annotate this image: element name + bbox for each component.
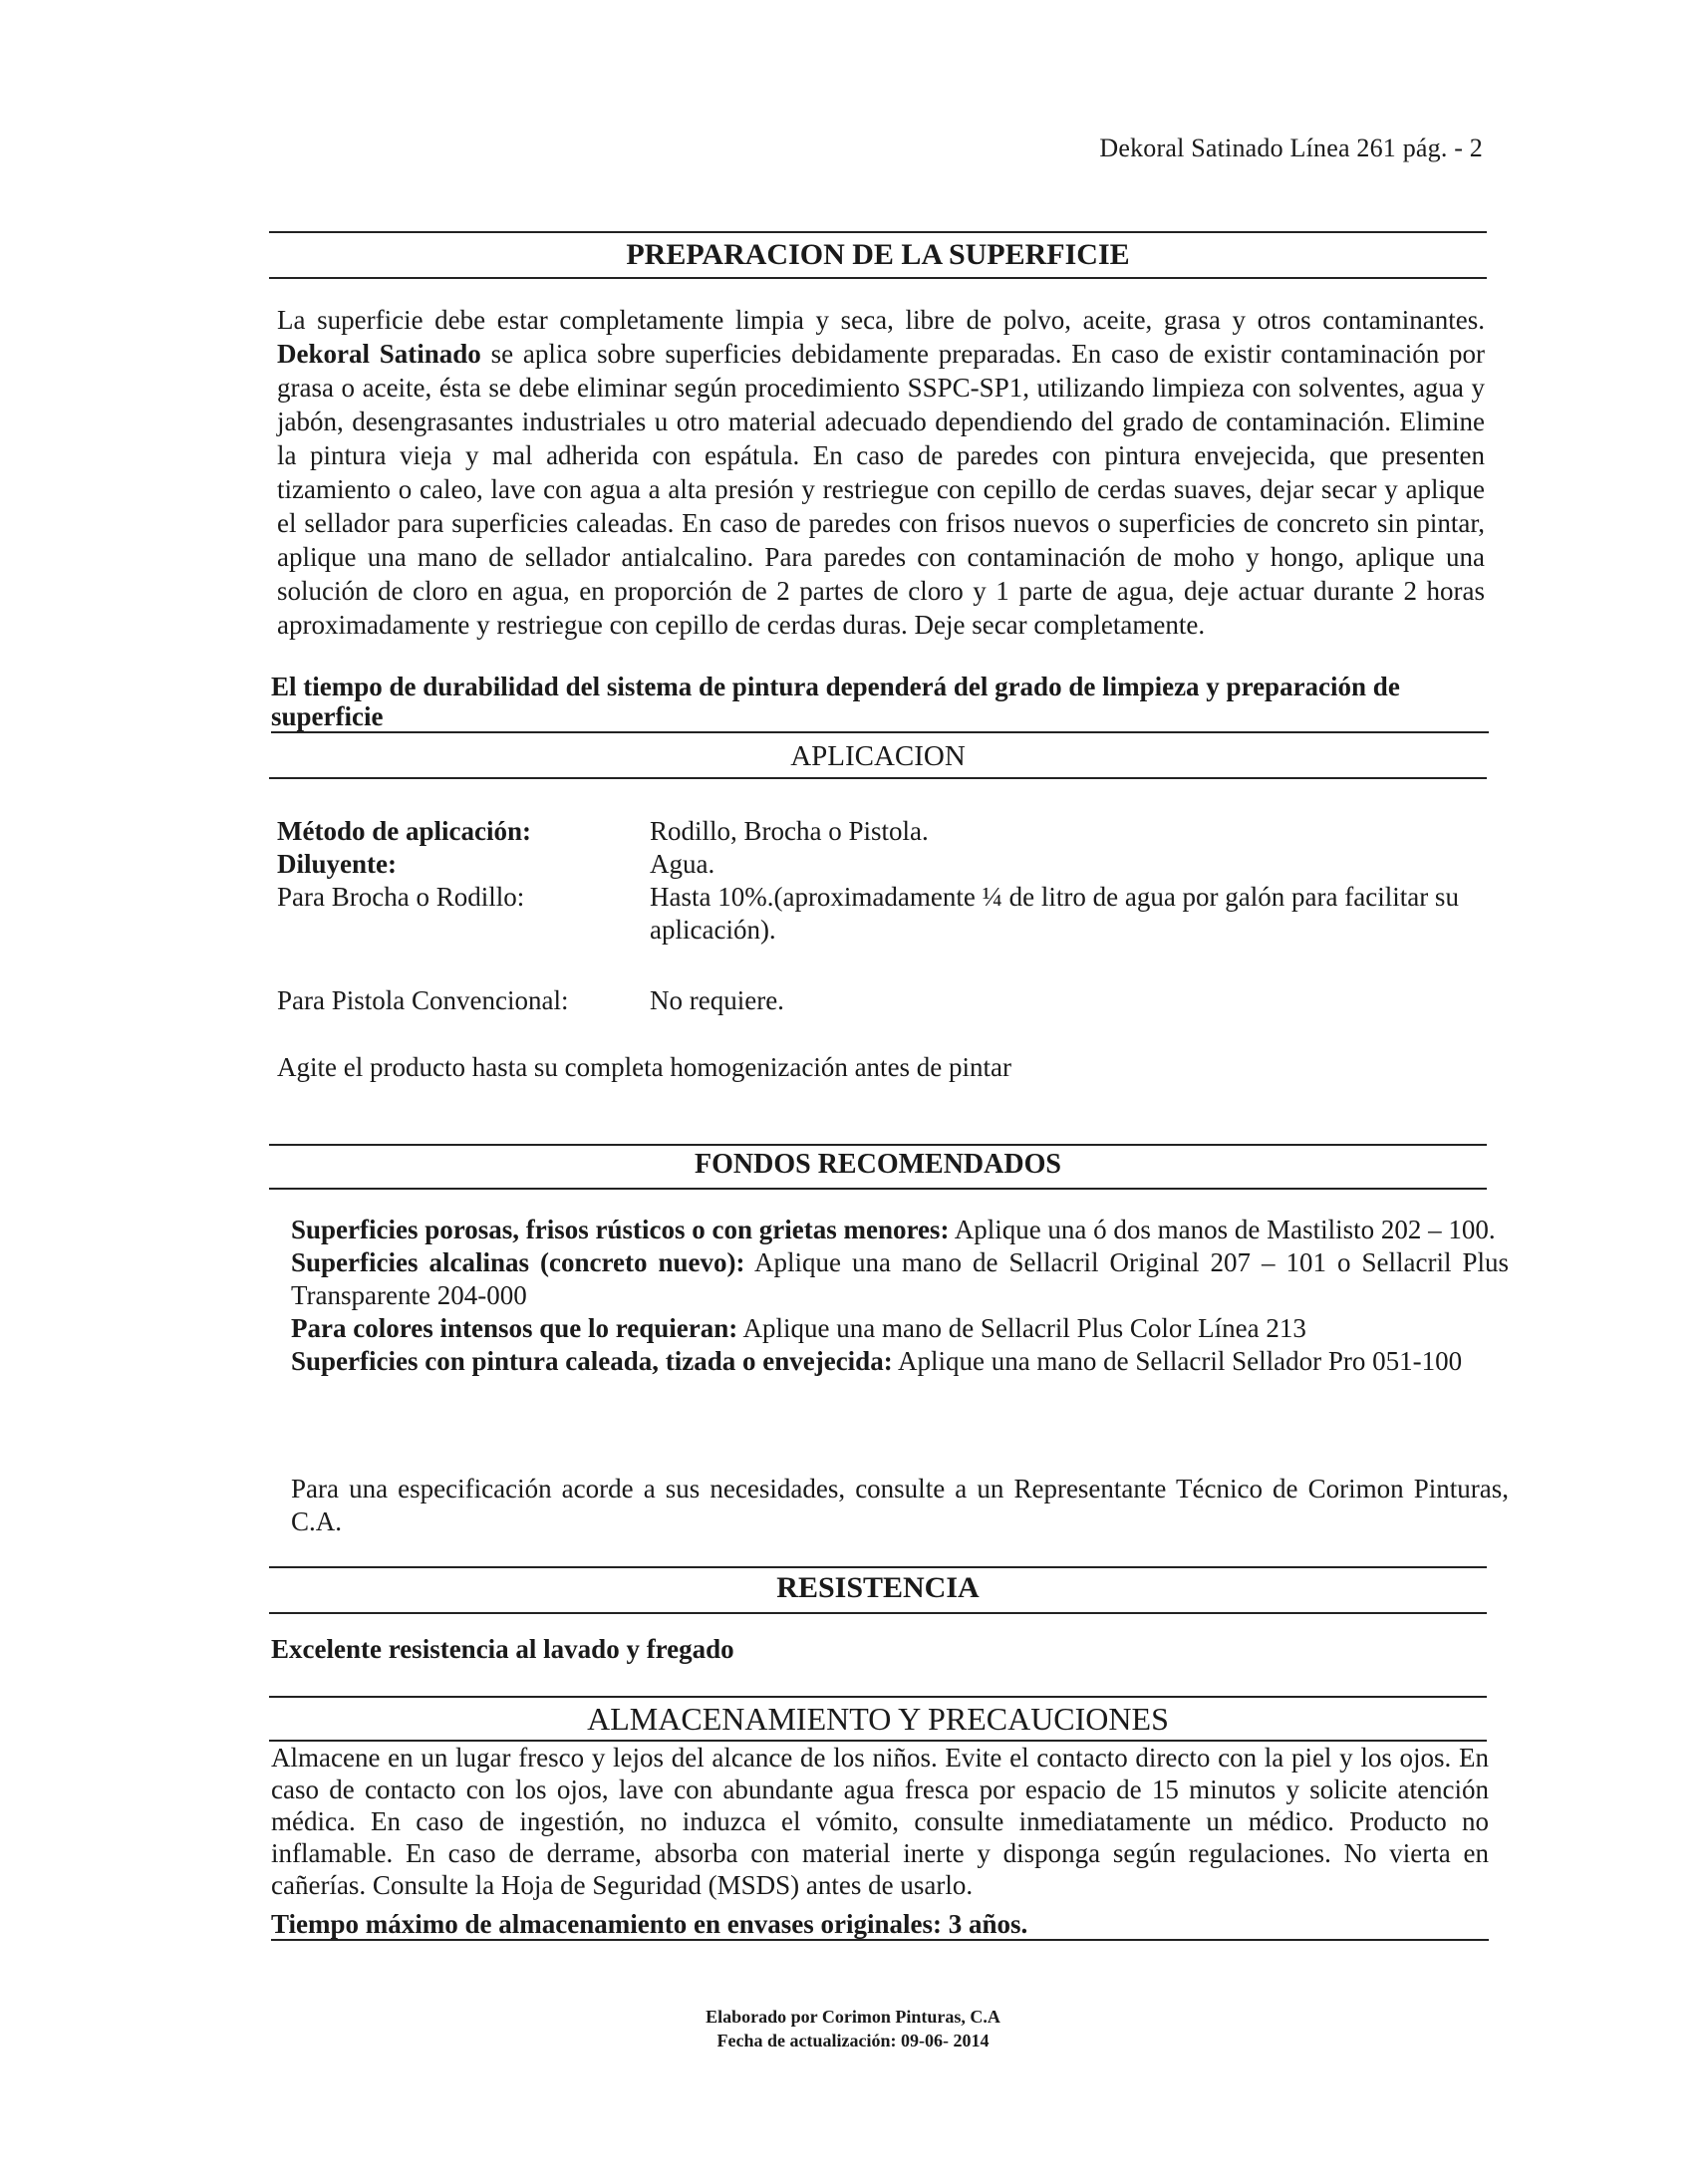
section-title-resistencia: RESISTENCIA: [269, 1566, 1487, 1614]
footer: [0, 2005, 1706, 2052]
fondos-note: Para una especificación acorde a sus necesidades, consulte a un Representante Técnico de Corimon Pinturas, C.A.: [291, 1474, 1509, 1536]
aplicacion-row: [277, 984, 1493, 1017]
aplicacion-value: Agua.: [650, 849, 715, 879]
aplicacion-label: Para Pistola Convencional:: [277, 985, 569, 1015]
list-item: [291, 1246, 1509, 1312]
section-title-aplicacion: APLICACION: [269, 739, 1487, 779]
section-title-preparacion: PREPARACION DE LA SUPERFICIE: [269, 231, 1487, 279]
fondos-item-text: Aplique una mano de Sellacril Plus Color Línea 213: [737, 1313, 1306, 1343]
fondos-item-text: Aplique una mano de Sellacril Original 207 – 101 o Sellacril Plus Transparente 204-000: [291, 1247, 1509, 1310]
aplicacion-value: No requiere.: [650, 985, 784, 1015]
aplicacion-row: [277, 848, 1493, 881]
aplicacion-note: Agite el producto hasta su completa homogenización antes de pintar: [277, 1052, 1012, 1082]
preparacion-line1: La superficie debe estar completamente limpia y seca, libre de polvo, aceite, grasa y otros contaminantes.: [277, 305, 1485, 335]
footer-date: Fecha de actualización: 09-06- 2014: [716, 2031, 990, 2050]
list-item: [291, 1345, 1509, 1378]
aplicacion-table: [277, 815, 1493, 1017]
aplicacion-value: Hasta 10%.(aproximadamente ¼ de litro de agua por galón para facilitar su aplicación).: [650, 882, 1459, 945]
almacenamiento-closing: [271, 1909, 1489, 1941]
almacenamiento-body: Almacene en un lugar fresco y lejos del alcance de los niños. Evite el contacto directo con la piel y los ojos. En caso de contacto con los ojos, lave con abundante agua fresca por espacio de 15 minutos y solicite atención médica. En caso de ingestión, no induzca el vómito, consulte inmediatamente un médico. Producto no inflamable. En caso de derrame, absorba con material inerte y disponga según regulaciones. No vierta en cañerías. Consulte la Hoja de Seguridad (MSDS) antes de usarlo.: [271, 1743, 1489, 1900]
section-title-almacenamiento: ALMACENAMIENTO Y PRECAUCIONES: [269, 1696, 1487, 1742]
aplicacion-row: [277, 881, 1493, 947]
fondos-item-text: Aplique una ó dos manos de Mastilisto 202 – 100.: [949, 1215, 1496, 1244]
preparacion-closing: [271, 672, 1489, 733]
preparacion-closing-text: El tiempo de durabilidad del sistema de pintura dependerá del grado de limpieza y preparación de superficie: [271, 672, 1489, 733]
resistencia-text: Excelente resistencia al lavado y fregado: [271, 1634, 734, 1664]
fondos-item-lead: Superficies porosas, frisos rústicos o con grietas menores:: [291, 1215, 950, 1244]
fondos-list: [291, 1214, 1509, 1378]
page-header: Dekoral Satinado Línea 261 pág. - 2: [1099, 134, 1483, 162]
aplicacion-value: Rodillo, Brocha o Pistola.: [650, 816, 929, 846]
section-title-fondos: FONDOS RECOMENDADOS: [269, 1144, 1487, 1190]
footer-author: Elaborado por Corimon Pinturas, C.A: [706, 2007, 1000, 2027]
aplicacion-label: Para Brocha o Rodillo:: [277, 882, 525, 912]
fondos-item-lead: Superficies alcalinas (concreto nuevo):: [291, 1247, 745, 1277]
fondos-item-text: Aplique una mano de Sellacril Sellador Pro 051-100: [892, 1346, 1463, 1376]
product-name: Dekoral Satinado: [277, 339, 481, 369]
aplicacion-label: Método de aplicación:: [277, 816, 531, 846]
list-item: [291, 1312, 1509, 1345]
fondos-item-lead: Para colores intensos que lo requieran:: [291, 1313, 738, 1343]
almacenamiento-closing-text: Tiempo máximo de almacenamiento en envases originales: 3 años.: [271, 1909, 1489, 1941]
preparacion-body: [277, 303, 1485, 642]
list-item: [291, 1214, 1509, 1246]
fondos-item-lead: Superficies con pintura caleada, tizada o envejecida:: [291, 1346, 893, 1376]
aplicacion-row: [277, 815, 1493, 848]
preparacion-text: se aplica sobre superficies debidamente preparadas. En caso de existir contaminación por grasa o aceite, ésta se debe eliminar según procedimiento SSPC-SP1, utilizando limpieza con solventes, agua y jabón, desengrasantes industriales u otro material adecuado dependiendo del grado de contaminación. Elimine la pintura vieja y mal adherida con espátula. En caso de paredes con pintura envejecida, que presenten tizamiento o caleo, lave con agua a alta presión y restriegue con cepillo de cerdas suaves, dejar secar y aplique el sellador para superficies caleadas. En caso de paredes con frisos nuevos o superficies de concreto sin pintar, aplique una mano de sellador antialcalino. Para paredes con contaminación de moho y hongo, aplique una solución de cloro en agua, en proporción de 2 partes de cloro y 1 parte de agua, deje actuar durante 2 horas aproximadamente y restriegue con cepillo de cerdas duras. Deje secar completamente.: [277, 339, 1485, 640]
aplicacion-label: Diluyente:: [277, 849, 397, 879]
